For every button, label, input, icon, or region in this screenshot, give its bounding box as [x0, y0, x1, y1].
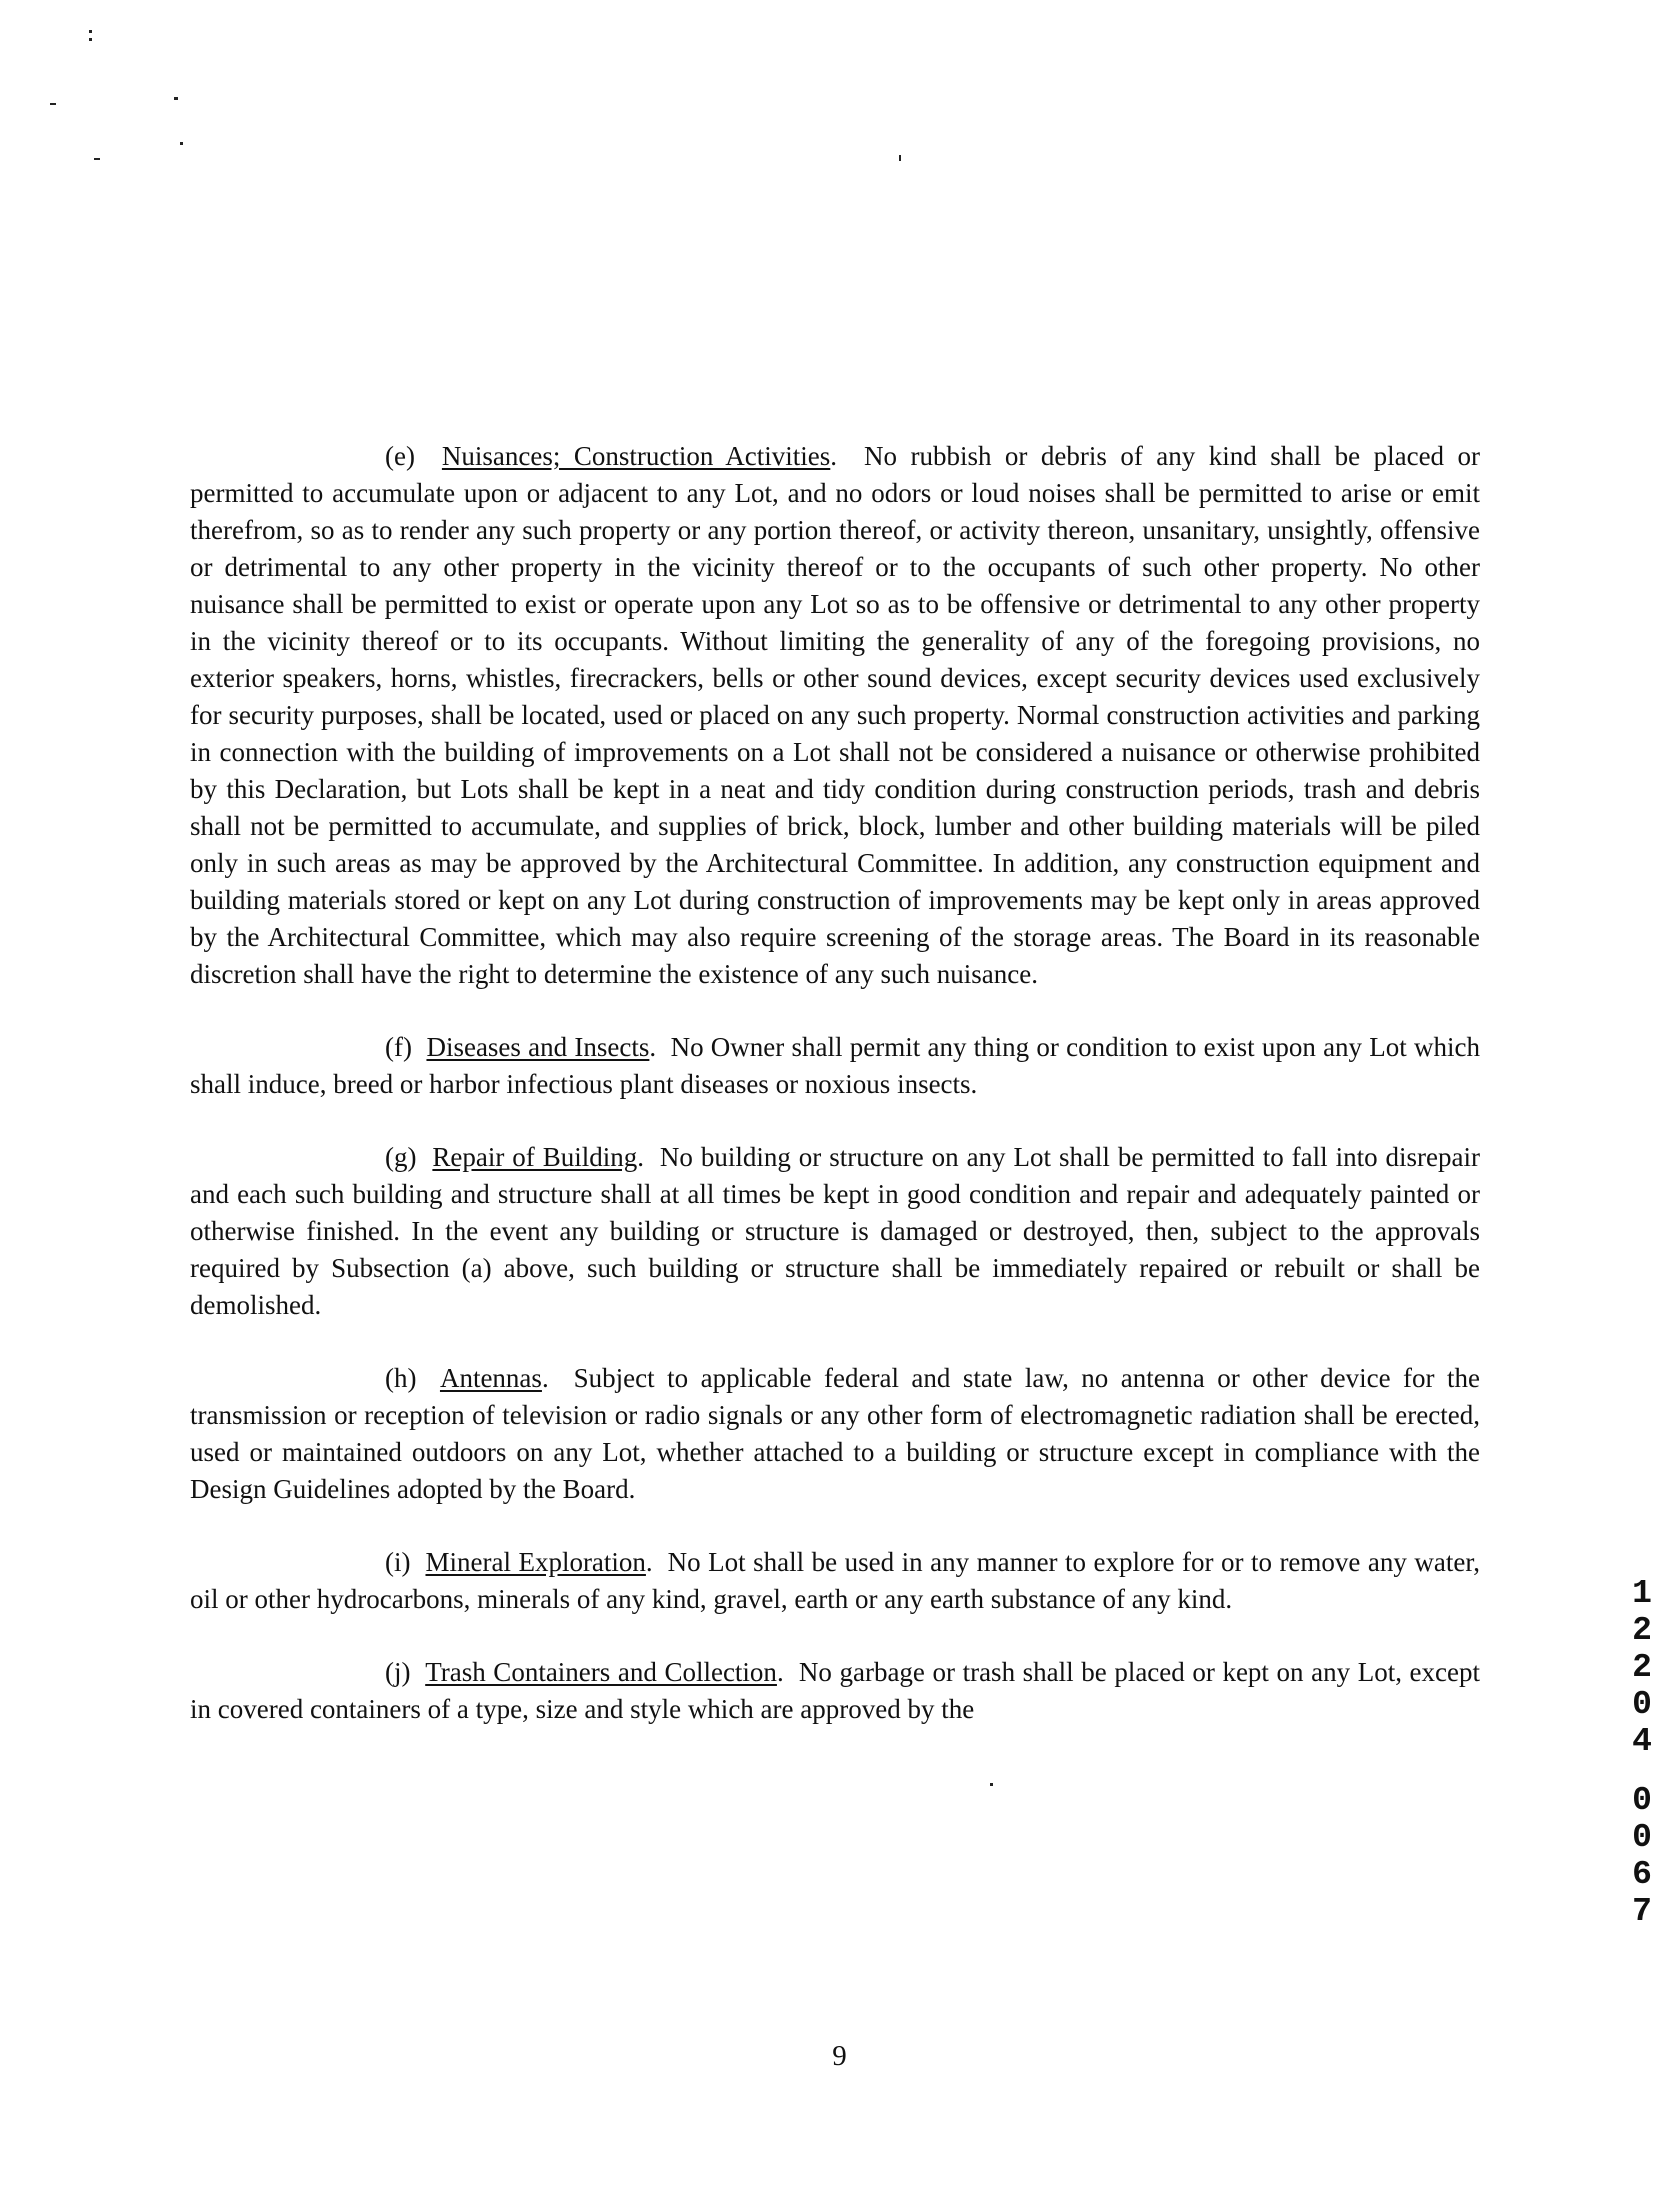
paragraph-text: No Owner shall permit any thing or condition to exist upon any Lot which shall induce, breed or harbor infectious plant diseases or noxious insects.: [190, 1032, 1480, 1099]
paragraph-text: No building or structure on any Lot shall be permitted to fall into disrepair and each such building and structure shall at all times be kept in good condition and repair and adequately painted or otherwise finished. In the event any building or structure is damaged or destroyed, then, subject to the approvals required by Subsection (a) above, such building or structure shall be immediately repaired or rebuilt or shall be demolished.: [190, 1142, 1480, 1320]
heading-terminator: .: [649, 1032, 657, 1062]
paragraph-text: No rubbish or debris of any kind shall be placed or permitted to accumulate upon or adjacent to any Lot, and no odors or loud noises shall be permitted to arise or emit therefrom, so as to render any such property or any portion thereof, or activity thereon, unsanitary, unsightly, offensive or detrimental to any other property in the vicinity thereof or to the occupants of such other property. No other nuisance shall be permitted to exist or operate upon any Lot so as to be offensive or detrimental to any other property in the vicinity thereof or to its occupants. Without limiting the generality of any of the foregoing provisions, no exterior speakers, horns, whistles, firecrackers, bells or other sound devices, except security devices used exclusively for security purposes, shall be located, used or placed on any such property. Normal construction activities and parking in connection with the building of improvements on a Lot shall not be considered a nuisance or otherwise prohibited by this Declaration, but Lots shall be kept in a neat and tidy condition during construction periods, trash and debris shall not be permitted to accumulate, and supplies of brick, block, lumber and other building materials will be piled only in such areas as may be approved by the Architectural Committee. In addition, any construction equipment and building materials stored or kept on any Lot during construction of improvements may be kept only in areas approved by the Architectural Committee, which may also require screening of the storage areas. The Board in its reasonable discretion shall have the right to determine the existence of any such nuisance.: [190, 441, 1481, 989]
paragraph-heading: Trash Containers and Collection: [425, 1657, 777, 1687]
paragraph-g: [190, 1139, 1480, 1324]
paragraph-h: [190, 1360, 1480, 1508]
heading-terminator: .: [830, 441, 838, 471]
scan-speck: [50, 103, 56, 105]
paragraph-label: (f): [385, 1032, 412, 1062]
paragraph-label: (i): [385, 1547, 411, 1577]
paragraph-j: [190, 1654, 1480, 1728]
paragraph-heading: Diseases and Insects: [426, 1032, 650, 1062]
paragraph-heading: Antennas: [439, 1363, 542, 1393]
paragraph-e: [190, 438, 1480, 993]
scan-speck: [174, 97, 178, 100]
heading-terminator: .: [776, 1657, 784, 1687]
scan-speck: [89, 38, 92, 41]
heading-terminator: .: [541, 1363, 549, 1393]
paragraph-text: No Lot shall be used in any manner to explore for or to remove any water, oil or other hydrocarbons, minerals of any kind, gravel, earth or any earth substance of any kind.: [190, 1547, 1481, 1614]
stamp-digit: 0: [1632, 1819, 1652, 1856]
paragraph-label: (g): [385, 1142, 417, 1172]
page-number: 9: [832, 2040, 847, 2072]
stamp-digit: 0: [1632, 1782, 1652, 1819]
heading-terminator: .: [637, 1142, 644, 1172]
stamp-digit: 2: [1632, 1649, 1652, 1686]
scan-speck: [180, 142, 183, 145]
paragraph-heading: Nuisances; Construction Activities: [441, 441, 831, 471]
stamp-digit: 6: [1632, 1856, 1652, 1893]
heading-terminator: .: [645, 1547, 653, 1577]
stamp-digit: 4: [1632, 1723, 1652, 1760]
paragraph-label: (e): [385, 441, 415, 471]
paragraph-label: (h): [385, 1363, 417, 1393]
paragraph-text: Subject to applicable federal and state law, no antenna or other device for the transmission or reception of television or radio signals or any other form of electromagnetic radiation shall be erected, used or maintained outdoors on any Lot, whether attached to a building or structure except in compliance with the Design Guidelines adopted by the Board.: [190, 1363, 1481, 1504]
stamp-digit: 7: [1632, 1893, 1652, 1930]
recording-stamp: [1622, 1782, 1662, 1930]
scan-speck: [899, 155, 901, 161]
stamp-digit: 1: [1632, 1575, 1652, 1612]
scan-speck: [990, 1783, 993, 1786]
paragraph-f: [190, 1029, 1480, 1103]
scan-speck: [89, 30, 92, 33]
paragraph-text: No garbage or trash shall be placed or kept on any Lot, except in covered containers of a type, size and style which are approved by the: [190, 1657, 1480, 1724]
stamp-digit: 2: [1632, 1612, 1652, 1649]
paragraph-label: (j): [385, 1657, 411, 1687]
scan-speck: [94, 158, 100, 160]
recording-stamp: [1622, 1575, 1662, 1760]
paragraph-heading: Repair of Building: [432, 1142, 638, 1172]
stamp-digit: 0: [1632, 1686, 1652, 1723]
paragraph-heading: Mineral Exploration: [425, 1547, 646, 1577]
document-body: [190, 438, 1480, 1764]
paragraph-i: [190, 1544, 1480, 1618]
